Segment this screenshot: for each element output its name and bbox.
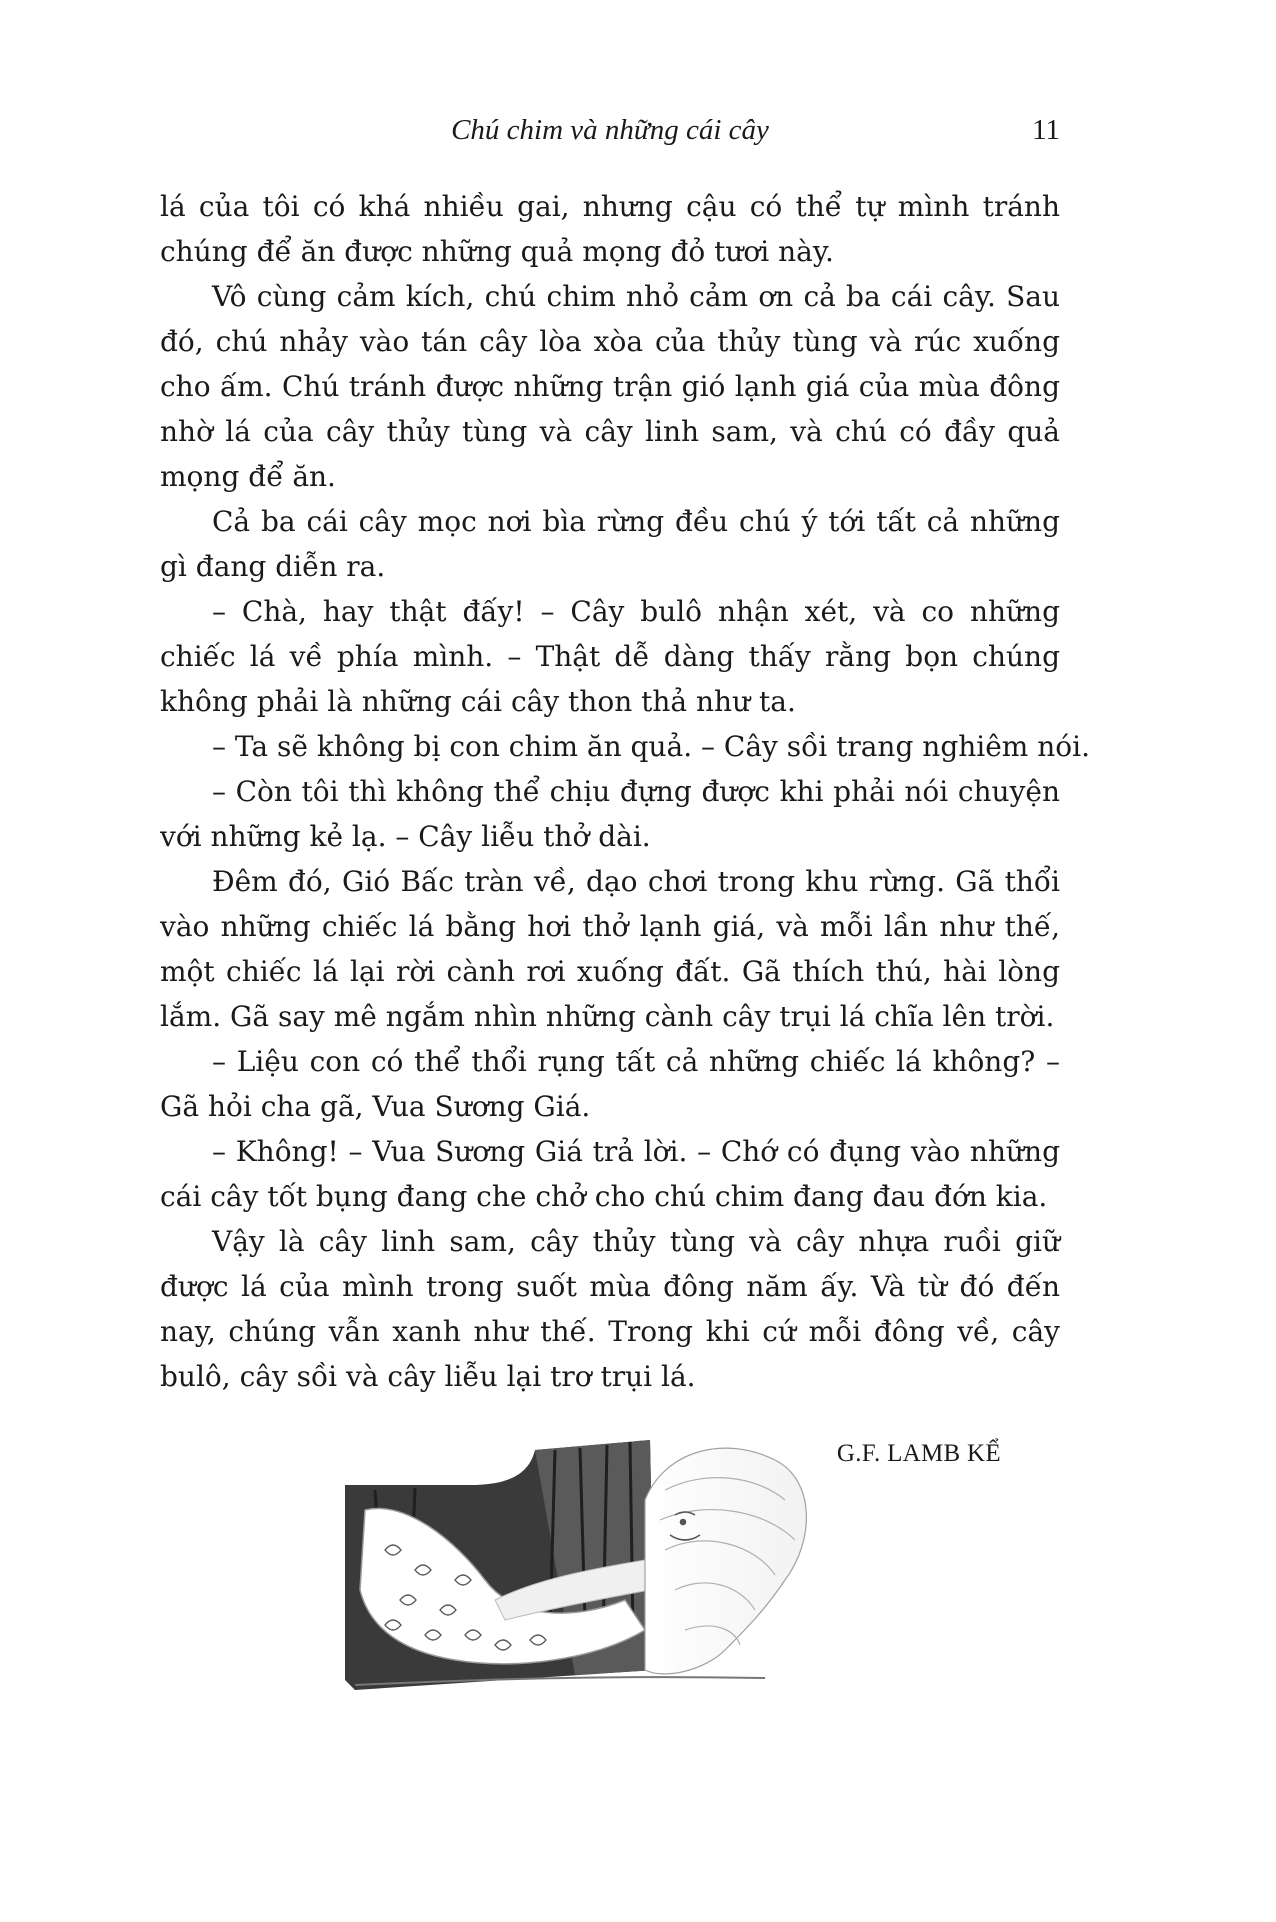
text-line: lá của tôi có khá nhiều gai, nhưng cậu có thể tự mình tránh <box>160 190 1060 223</box>
text-line: nhờ lá của cây thủy tùng và cây linh sam, và chú có đầy quả <box>160 415 1060 448</box>
page-number: 11 <box>1032 114 1060 146</box>
text-line: đó, chú nhảy vào tán cây lòa xòa của thủy tùng và rúc xuống <box>160 325 1060 358</box>
running-header <box>160 110 1060 150</box>
text-line: – Liệu con có thể thổi rụng tất cả những chiếc lá không? – <box>212 1045 1060 1078</box>
text-line: Vậy là cây linh sam, cây thủy tùng và cây nhựa ruồi giữ <box>212 1225 1060 1258</box>
text-line: – Chà, hay thật đấy! – Cây bulô nhận xét, và co những <box>212 595 1060 628</box>
text-line: với những kẻ lạ. – Cây liễu thở dài. <box>160 820 651 853</box>
text-line: mọng để ăn. <box>160 460 336 493</box>
text-line: chúng để ăn được những quả mọng đỏ tươi này. <box>160 235 834 268</box>
text-line: cái cây tốt bụng đang che chở cho chú chim đang đau đớn kia. <box>160 1180 1048 1213</box>
text-line: Vô cùng cảm kích, chú chim nhỏ cảm ơn cả ba cái cây. Sau <box>212 280 1060 313</box>
text-line: một chiếc lá lại rời cành rơi xuống đất. Gã thích thú, hài lòng <box>160 955 1060 988</box>
text-line: nay, chúng vẫn xanh như thế. Trong khi cứ mỗi đông về, cây <box>160 1315 1060 1348</box>
text-line: – Còn tôi thì không thể chịu đựng được khi phải nói chuyện <box>212 775 1060 808</box>
running-title: Chú chim và những cái cây <box>451 114 769 146</box>
text-line: được lá của mình trong suốt mùa đông năm ấy. Và từ đó đến <box>160 1270 1060 1303</box>
author-credit: G.F. LAMB KỂ <box>836 1440 1001 1467</box>
wind-cloud <box>645 1448 806 1674</box>
text-line: lắm. Gã say mê ngắm nhìn những cành cây trụi lá chĩa lên trời. <box>160 1000 1055 1033</box>
text-line: Cả ba cái cây mọc nơi bìa rừng đều chú ý tới tất cả những <box>212 505 1060 538</box>
north-wind-illustration-icon <box>345 1430 875 1700</box>
text-line: cho ấm. Chú tránh được những trận gió lạnh giá của mùa đông <box>160 370 1060 403</box>
text-line: vào những chiếc lá bằng hơi thở lạnh giá, và mỗi lần như thế, <box>160 910 1060 943</box>
text-line: gì đang diễn ra. <box>160 550 386 583</box>
text-line: không phải là những cái cây thon thả như ta. <box>160 685 796 718</box>
text-line: Đêm đó, Gió Bấc tràn về, dạo chơi trong khu rừng. Gã thổi <box>212 865 1060 898</box>
story-text <box>160 184 1090 1399</box>
text-line: Gã hỏi cha gã, Vua Sương Giá. <box>160 1090 591 1123</box>
text-line: chiếc lá về phía mình. – Thật dễ dàng thấy rằng bọn chúng <box>160 640 1060 673</box>
text-line: bulô, cây sồi và cây liễu lại trơ trụi lá. <box>160 1360 696 1393</box>
text-line: – Không! – Vua Sương Giá trả lời. – Chớ có đụng vào những <box>212 1135 1060 1168</box>
text-line: – Ta sẽ không bị con chim ăn quả. – Cây sồi trang nghiêm nói. <box>212 730 1090 763</box>
